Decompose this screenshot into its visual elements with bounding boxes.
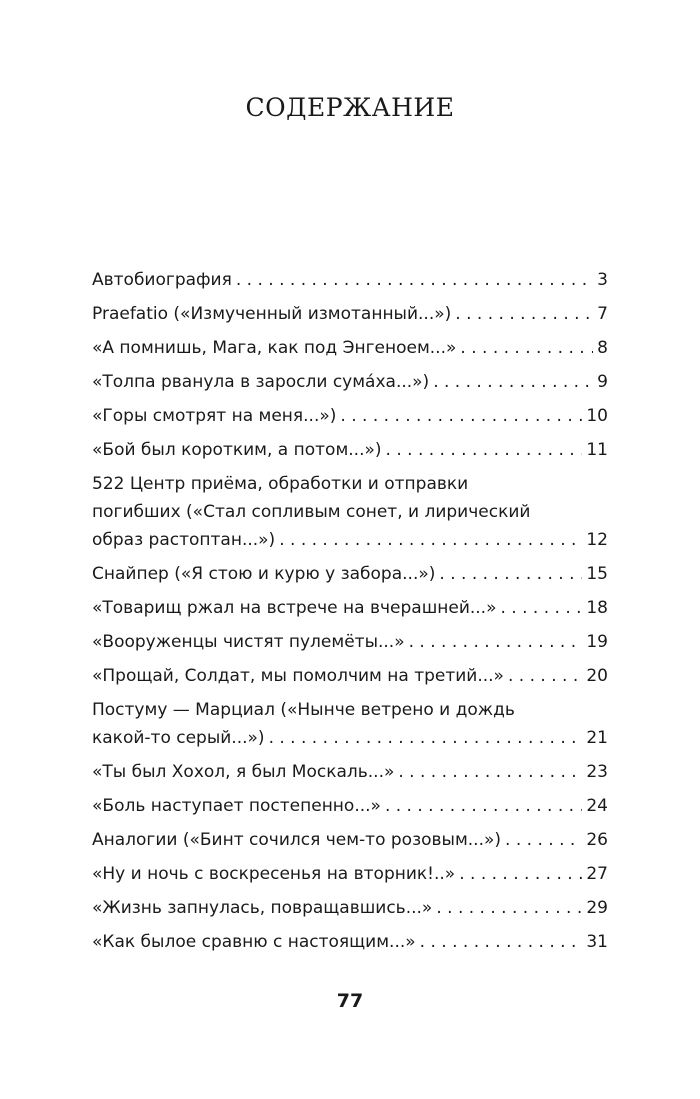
toc-entry-row [92, 334, 608, 362]
toc-entry-row [92, 662, 608, 690]
toc-entry-row [92, 894, 608, 922]
dot-leader [385, 792, 582, 820]
toc-entry-title: «Товарищ ржал на встрече на вчерашней...» [92, 598, 497, 618]
table-of-contents [92, 266, 608, 962]
dot-leader [398, 758, 582, 786]
dot-leader [459, 860, 582, 888]
toc-entry-row [92, 826, 608, 854]
toc-entry-title: «Боль наступает постепенно...» [92, 796, 381, 816]
toc-entry [92, 594, 608, 622]
toc-entry-row [92, 594, 608, 622]
toc-entry-page: 8 [597, 338, 608, 358]
toc-entry-row [92, 724, 608, 752]
toc-entry-row [92, 266, 608, 294]
page-title: СОДЕРЖАНИЕ [245, 93, 455, 122]
toc-entry [92, 792, 608, 820]
dot-leader [439, 560, 582, 588]
toc-entry [92, 300, 608, 328]
toc-entry-page: 11 [586, 440, 608, 460]
page-number: 77 [336, 990, 364, 1012]
toc-entry [92, 696, 608, 752]
toc-entry-title-line: погибших («Стал сопливым сонет, и лирический [92, 502, 531, 522]
toc-entry-row [92, 526, 608, 554]
toc-entry [92, 266, 608, 294]
toc-entry-page: 26 [586, 830, 608, 850]
dot-leader [409, 628, 583, 656]
dot-leader [508, 662, 582, 690]
toc-entry-page: 23 [586, 762, 608, 782]
toc-entry-page: 3 [597, 270, 608, 290]
toc-entry-title: «А помнишь, Мага, как под Энгеноем...» [92, 338, 457, 358]
toc-entry-page: 7 [597, 304, 608, 324]
toc-entry-title: какой-то серый...») [92, 728, 265, 748]
dot-leader [505, 826, 582, 854]
toc-entry-page: 15 [586, 564, 608, 584]
dot-leader [455, 300, 593, 328]
toc-entry-title: Автобиография [92, 270, 232, 290]
toc-entry-title: образ растоптан...») [92, 530, 276, 550]
toc-entry [92, 560, 608, 588]
toc-entry-row [92, 758, 608, 786]
dot-leader [386, 436, 583, 464]
toc-entry-page: 12 [586, 530, 608, 550]
toc-entry-title: «Ты был Хохол, я был Москаль...» [92, 762, 395, 782]
toc-entry-page: 18 [586, 598, 608, 618]
toc-entry [92, 628, 608, 656]
toc-entry-title: Аналогии («Бинт сочился чем-то розовым...») [92, 830, 502, 850]
toc-entry-row [92, 928, 608, 956]
toc-entry-title: «Ну и ночь с воскресенья на вторник!..» [92, 864, 456, 884]
toc-entry [92, 662, 608, 690]
toc-entry-title: «Жизнь запнулась, повращавшись...» [92, 898, 433, 918]
toc-entry [92, 402, 608, 430]
dot-leader [340, 402, 582, 430]
toc-entry-title: Praefatio («Измученный измотанный...») [92, 304, 452, 324]
toc-entry-row [92, 560, 608, 588]
toc-entry-page: 24 [586, 796, 608, 816]
dot-leader [433, 368, 593, 396]
toc-entry-row [92, 436, 608, 464]
toc-entry-row [92, 860, 608, 888]
dot-leader [279, 526, 582, 554]
toc-entry-page: 29 [586, 898, 608, 918]
toc-entry-row [92, 300, 608, 328]
toc-entry-title: «Толпа рванула в заросли сума́ха...») [92, 372, 430, 392]
toc-entry [92, 334, 608, 362]
toc-entry-page: 9 [597, 372, 608, 392]
toc-entry-title-line: 522 Центр приёма, обработки и отправки [92, 474, 469, 494]
toc-entry-row [92, 368, 608, 396]
dot-leader [420, 928, 583, 956]
toc-entry [92, 436, 608, 464]
toc-entry-title: Снайпер («Я стою и курю у забора...») [92, 564, 436, 584]
dot-leader [236, 266, 593, 294]
toc-entry [92, 860, 608, 888]
toc-entry [92, 894, 608, 922]
dot-leader [436, 894, 582, 922]
toc-entry [92, 758, 608, 786]
toc-entry [92, 470, 608, 554]
toc-entry-row [92, 792, 608, 820]
toc-entry [92, 928, 608, 956]
toc-entry-page: 19 [586, 632, 608, 652]
toc-entry-title: «Бой был коротким, а потом...») [92, 440, 382, 460]
toc-entry [92, 368, 608, 396]
toc-entry-title: «Горы смотрят на меня...») [92, 406, 337, 426]
toc-entry-title-line: Постуму — Марциал («Нынче ветрено и дождь [92, 700, 515, 720]
dot-leader [269, 724, 583, 752]
dot-leader [501, 594, 583, 622]
toc-entry-row [92, 402, 608, 430]
toc-entry-page: 20 [586, 666, 608, 686]
toc-entry-title: «Как былое сравню с настоящим...» [92, 932, 416, 952]
toc-entry-row [92, 628, 608, 656]
dot-leader [460, 334, 593, 362]
toc-entry-page: 31 [586, 932, 608, 952]
toc-entry-title: «Вооруженцы чистят пулемёты...» [92, 632, 405, 652]
toc-entry [92, 826, 608, 854]
toc-entry-page: 10 [586, 406, 608, 426]
toc-entry-page: 21 [586, 728, 608, 748]
toc-entry-title: «Прощай, Солдат, мы помолчим на третий...» [92, 666, 504, 686]
toc-entry-page: 27 [586, 864, 608, 884]
